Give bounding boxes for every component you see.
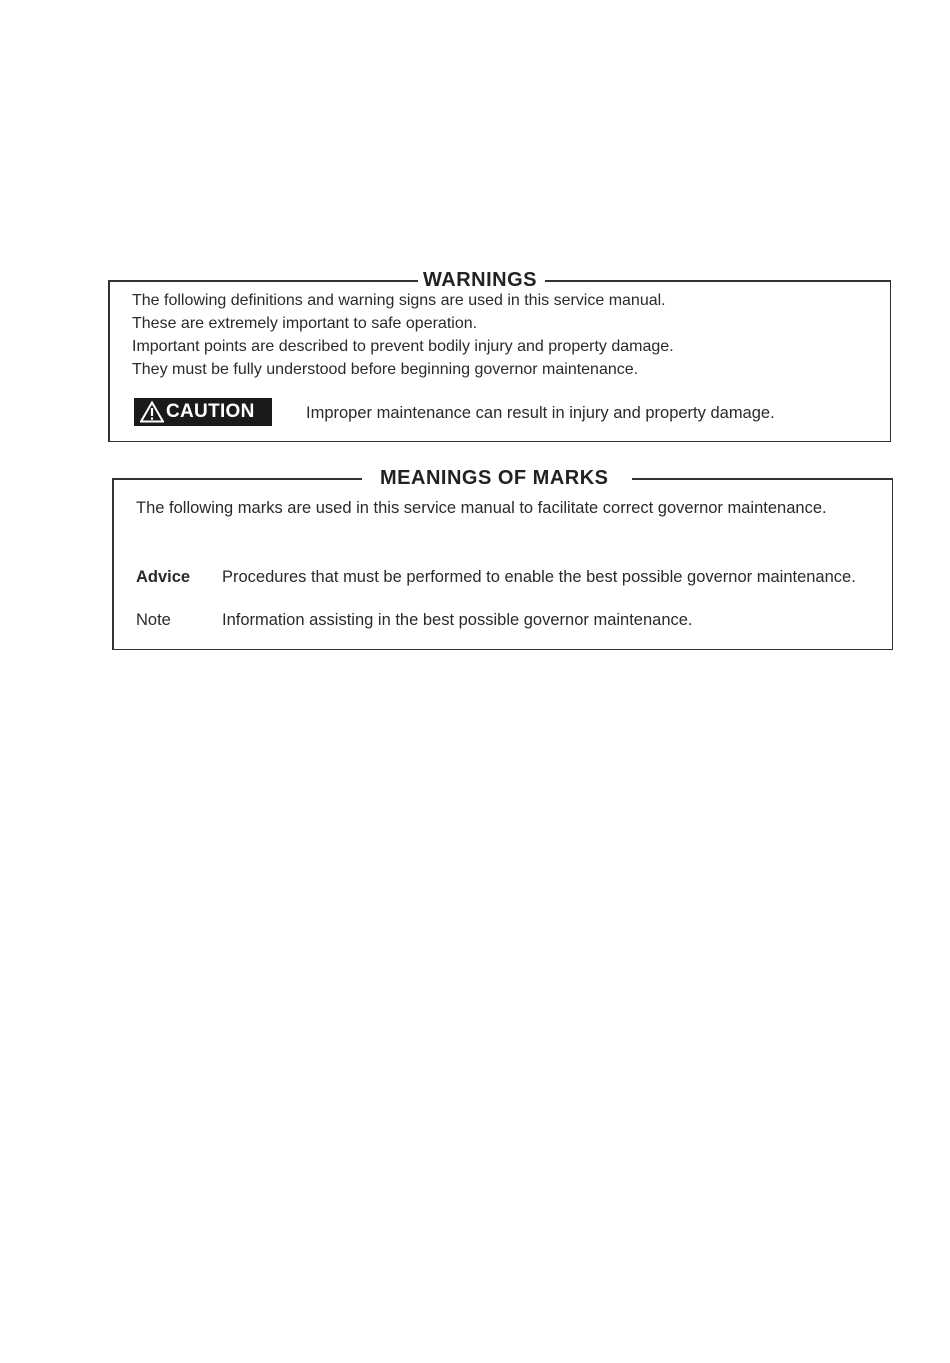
box-right-rule: [892, 478, 894, 650]
box-top-rule: [632, 478, 893, 480]
marks-box: [112, 467, 893, 650]
box-right-rule: [890, 280, 892, 442]
box-left-rule: [108, 280, 110, 442]
box-top-rule: [112, 478, 362, 480]
mark-term: Note: [136, 611, 171, 629]
box-bottom-rule: [108, 441, 891, 443]
caution-label: CAUTION: [166, 401, 255, 422]
marks-title: MEANINGS OF MARKS: [380, 467, 609, 489]
caution-badge: [134, 398, 272, 426]
box-left-rule: [112, 478, 114, 650]
warning-triangle-icon: [140, 401, 164, 423]
marks-intro: The following marks are used in this service manual to facilitate correct governor maintenance.: [136, 499, 827, 517]
warnings-text: [132, 289, 674, 381]
box-bottom-rule: [112, 649, 893, 651]
mark-term: Advice: [136, 568, 191, 586]
warnings-line: The following definitions and warning signs are used in this service manual.: [132, 292, 666, 309]
mark-description: Procedures that must be performed to enable the best possible governor maintenance.: [222, 568, 856, 586]
mark-description: Information assisting in the best possible governor maintenance.: [222, 611, 693, 629]
box-top-rule: [545, 280, 891, 282]
warnings-box: [108, 269, 891, 442]
warnings-line: Important points are described to prevent bodily injury and property damage.: [132, 338, 674, 355]
caution-text: Improper maintenance can result in injury and property damage.: [306, 404, 775, 422]
box-top-rule: [108, 280, 418, 282]
warnings-line: These are extremely important to safe operation.: [132, 315, 478, 332]
warnings-line: They must be fully understood before beginning governor maintenance.: [132, 361, 639, 378]
warnings-title: WARNINGS: [423, 269, 537, 291]
